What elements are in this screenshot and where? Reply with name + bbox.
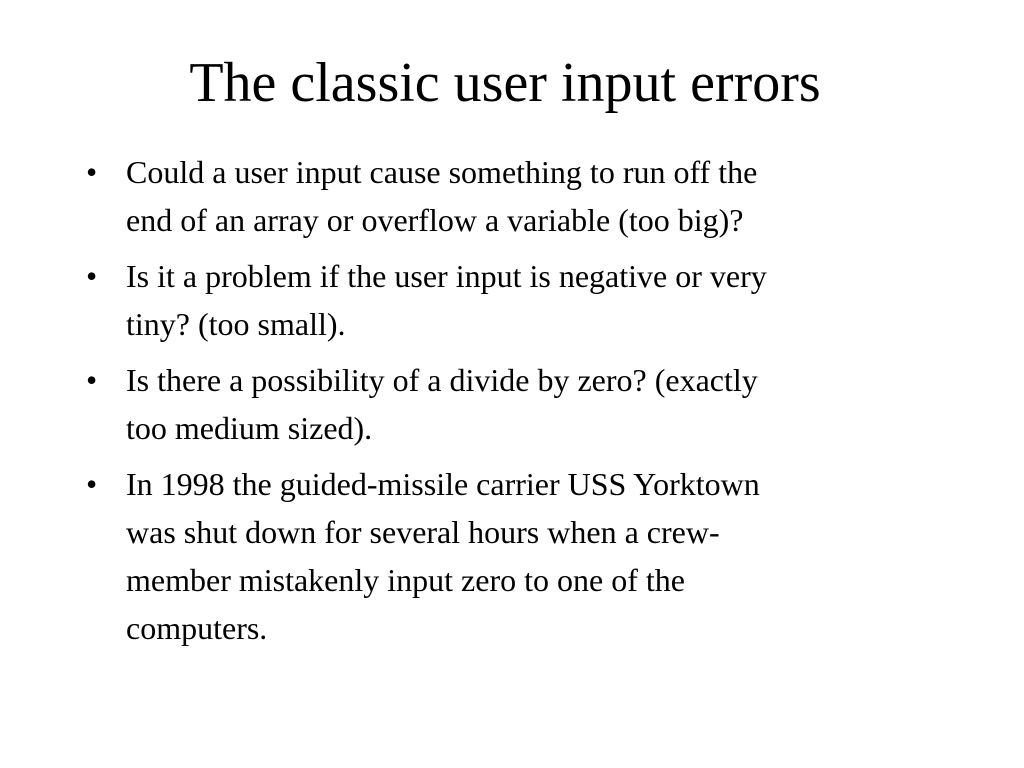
bullet-icon: • <box>86 258 98 294</box>
bullet-text-line: tiny? (too small). <box>126 306 346 342</box>
bullet-item-too-small <box>84 252 934 348</box>
slide-title: The classic user input errors <box>189 52 821 114</box>
bullet-text-line: Is it a problem if the user input is negative or very <box>126 258 767 294</box>
bullet-icon: • <box>86 154 98 190</box>
bullet-item-too-big <box>84 148 934 244</box>
bullet-text-line: In 1998 the guided-missile carrier USS Yorktown <box>126 466 760 502</box>
bullet-list <box>84 148 934 660</box>
bullet-text-line: end of an array or overflow a variable (too big)? <box>126 202 744 238</box>
bullet-icon: • <box>86 362 98 398</box>
bullet-text-line: Could a user input cause something to run off the <box>126 154 758 190</box>
bullet-text-line: was shut down for several hours when a crew- <box>126 514 720 550</box>
bullet-text-line: member mistakenly input zero to one of the <box>126 562 685 598</box>
bullet-item-divide-by-zero <box>84 356 934 452</box>
bullet-icon: • <box>86 466 98 502</box>
bullet-text-line: Is there a possibility of a divide by zero? (exactly <box>126 362 758 398</box>
bullet-item-yorktown <box>84 460 934 652</box>
bullet-text-line: too medium sized). <box>126 410 373 446</box>
bullet-text-line: computers. <box>126 610 268 646</box>
